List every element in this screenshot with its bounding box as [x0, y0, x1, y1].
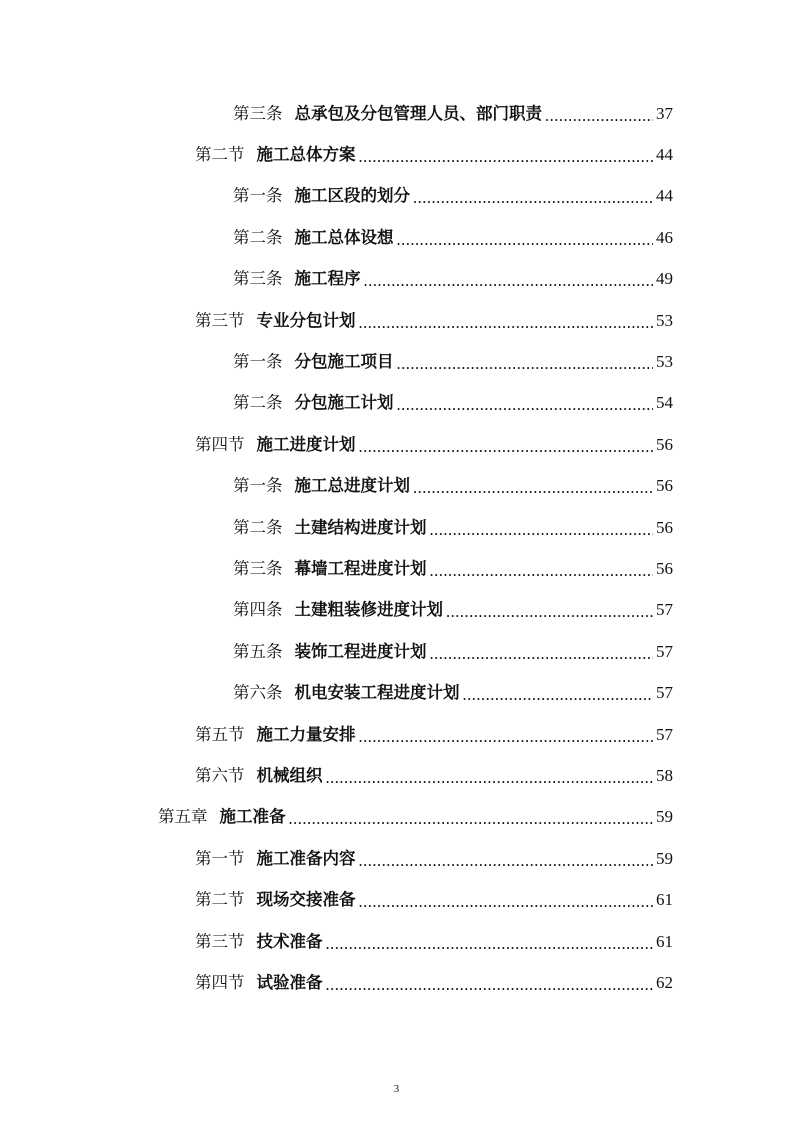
toc-entry-page: 56	[656, 434, 673, 454]
toc-entry-number: 第一条	[233, 186, 283, 206]
toc-entry[interactable]	[0, 548, 793, 589]
toc-entry-page: 56	[656, 517, 673, 537]
toc-entry-title: 装饰工程进度计划	[294, 641, 427, 661]
toc-entry-number: 第一条	[233, 476, 283, 496]
toc-entry-number: 第三节	[195, 931, 245, 951]
toc-entry-page: 57	[656, 600, 673, 620]
toc-dot-leader	[359, 726, 654, 748]
toc-entry-page: 59	[656, 848, 673, 868]
page-number: 3	[393, 1083, 400, 1095]
toc-dot-leader	[359, 146, 654, 168]
toc-entry[interactable]	[0, 424, 793, 465]
toc-entry-page: 37	[656, 103, 673, 123]
toc-entry[interactable]	[0, 341, 793, 382]
toc-entry-title: 施工准备	[219, 807, 286, 827]
toc-entry-number: 第五条	[233, 641, 283, 661]
toc-entry[interactable]	[0, 507, 793, 548]
toc-entry[interactable]	[0, 962, 793, 1003]
toc-entry-page: 46	[656, 227, 673, 247]
toc-entry-title: 现场交接准备	[256, 890, 356, 910]
toc-entry[interactable]	[0, 797, 793, 838]
toc-entry-title: 施工总进度计划	[294, 476, 410, 496]
toc-entry[interactable]	[0, 921, 793, 962]
toc-entry-page: 59	[656, 807, 673, 827]
toc-entry-title: 幕墙工程进度计划	[294, 558, 427, 578]
toc-dot-leader	[359, 891, 654, 913]
toc-entry-page: 56	[656, 558, 673, 578]
toc-entry-title: 分包施工项目	[294, 352, 394, 372]
table-of-contents	[0, 93, 793, 1004]
toc-entry-page: 44	[656, 145, 673, 165]
toc-entry-title: 试验准备	[256, 972, 323, 992]
toc-entry[interactable]	[0, 93, 793, 134]
toc-entry-page: 53	[656, 352, 673, 372]
toc-entry-page: 57	[656, 724, 673, 744]
toc-entry-page: 53	[656, 310, 673, 330]
toc-dot-leader	[326, 933, 654, 955]
toc-entry-page: 62	[656, 972, 673, 992]
toc-entry[interactable]	[0, 259, 793, 300]
toc-entry-title: 机电安装工程进度计划	[294, 683, 460, 703]
toc-entry-number: 第二条	[233, 393, 283, 413]
toc-entry-number: 第三节	[195, 310, 245, 330]
toc-entry[interactable]	[0, 217, 793, 258]
toc-entry-number: 第二节	[195, 145, 245, 165]
toc-dot-leader	[430, 643, 654, 665]
toc-dot-leader	[289, 808, 654, 830]
toc-dot-leader	[359, 850, 654, 872]
toc-entry-number: 第五章	[158, 807, 208, 827]
toc-entry-title: 施工准备内容	[256, 848, 356, 868]
toc-entry-title: 分包施工计划	[294, 393, 394, 413]
toc-dot-leader	[545, 105, 653, 127]
toc-entry-number: 第五节	[195, 724, 245, 744]
toc-entry-title: 施工总体方案	[256, 145, 356, 165]
toc-entry-title: 施工总体设想	[294, 227, 394, 247]
toc-dot-leader	[397, 394, 654, 416]
toc-entry-number: 第一条	[233, 352, 283, 372]
toc-entry-number: 第二条	[233, 517, 283, 537]
toc-entry-number: 第六节	[195, 765, 245, 785]
toc-dot-leader	[430, 519, 654, 541]
toc-entry[interactable]	[0, 176, 793, 217]
toc-entry-title: 施工区段的划分	[294, 186, 410, 206]
toc-dot-leader	[430, 560, 654, 582]
toc-entry-number: 第四条	[233, 600, 283, 620]
toc-dot-leader	[397, 229, 654, 251]
toc-entry-title: 总承包及分包管理人员、部门职责	[294, 103, 542, 123]
toc-dot-leader	[397, 353, 654, 375]
toc-entry[interactable]	[0, 590, 793, 631]
toc-dot-leader	[359, 436, 654, 458]
toc-entry-title: 土建粗装修进度计划	[294, 600, 443, 620]
toc-entry[interactable]	[0, 672, 793, 713]
toc-entry[interactable]	[0, 714, 793, 755]
toc-entry-page: 57	[656, 641, 673, 661]
toc-entry-title: 土建结构进度计划	[294, 517, 427, 537]
toc-entry-title: 机械组织	[256, 765, 323, 785]
toc-entry-number: 第一节	[195, 848, 245, 868]
toc-dot-leader	[326, 767, 654, 789]
toc-entry[interactable]	[0, 300, 793, 341]
toc-entry-number: 第三条	[233, 269, 283, 289]
toc-entry[interactable]	[0, 466, 793, 507]
toc-entry-page: 56	[656, 476, 673, 496]
toc-entry-title: 施工程序	[294, 269, 361, 289]
toc-entry-number: 第三条	[233, 558, 283, 578]
toc-entry-number: 第六条	[233, 683, 283, 703]
toc-entry[interactable]	[0, 879, 793, 920]
toc-dot-leader	[326, 974, 654, 996]
toc-entry-title: 技术准备	[256, 931, 323, 951]
toc-entry-page: 57	[656, 683, 673, 703]
toc-dot-leader	[463, 684, 654, 706]
toc-entry-title: 专业分包计划	[256, 310, 356, 330]
toc-entry-number: 第二条	[233, 227, 283, 247]
toc-dot-leader	[446, 601, 653, 623]
toc-entry[interactable]	[0, 838, 793, 879]
toc-entry-page: 49	[656, 269, 673, 289]
toc-entry[interactable]	[0, 755, 793, 796]
toc-entry[interactable]	[0, 383, 793, 424]
toc-entry-title: 施工进度计划	[256, 434, 356, 454]
toc-entry-page: 61	[656, 890, 673, 910]
toc-entry-page: 58	[656, 765, 673, 785]
toc-dot-leader	[359, 312, 654, 334]
toc-dot-leader	[364, 270, 654, 292]
toc-entry-number: 第三条	[233, 103, 283, 123]
toc-entry-page: 44	[656, 186, 673, 206]
toc-entry-number: 第二节	[195, 890, 245, 910]
toc-entry-page: 61	[656, 931, 673, 951]
toc-entry-page: 54	[656, 393, 673, 413]
toc-entry[interactable]	[0, 631, 793, 672]
toc-entry-number: 第四节	[195, 972, 245, 992]
toc-dot-leader	[413, 477, 653, 499]
toc-entry-title: 施工力量安排	[256, 724, 356, 744]
toc-dot-leader	[413, 187, 653, 209]
toc-entry[interactable]	[0, 134, 793, 175]
toc-entry-number: 第四节	[195, 434, 245, 454]
